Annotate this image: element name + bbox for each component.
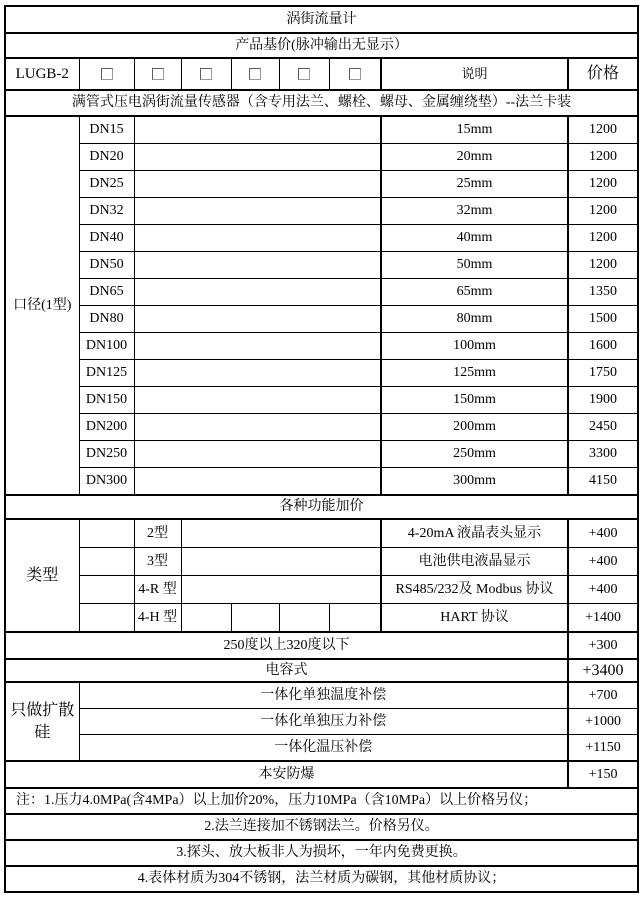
price-column-header: 价格 bbox=[568, 58, 638, 90]
silicon-group-label: 只做扩散硅 bbox=[5, 682, 79, 761]
empty-cell bbox=[181, 576, 381, 604]
diameter-desc-cell: 250mm bbox=[381, 441, 568, 468]
empty-cell bbox=[79, 604, 134, 633]
type-desc-cell: 电池供电液晶显示 bbox=[381, 548, 568, 576]
diameter-desc-cell: 200mm bbox=[381, 414, 568, 441]
diameter-code-cell: DN40 bbox=[79, 225, 134, 252]
diameter-desc-cell: 150mm bbox=[381, 387, 568, 414]
diameter-desc-cell: 40mm bbox=[381, 225, 568, 252]
empty-cell bbox=[79, 576, 134, 604]
model-option-cell bbox=[181, 58, 231, 90]
diameter-desc-cell: 50mm bbox=[381, 252, 568, 279]
compensation-option: 一体化单独温度补偿 bbox=[79, 682, 568, 709]
diameter-desc-cell: 25mm bbox=[381, 171, 568, 198]
model-option-cell bbox=[329, 58, 381, 90]
checkbox-icon bbox=[349, 68, 361, 80]
empty-cell bbox=[134, 441, 381, 468]
empty-cell bbox=[134, 116, 381, 144]
diameter-code-cell: DN250 bbox=[79, 441, 134, 468]
price-cell: 4150 bbox=[568, 468, 638, 496]
empty-cell bbox=[134, 171, 381, 198]
empty-cell bbox=[181, 604, 231, 633]
empty-cell bbox=[134, 468, 381, 496]
model-option-cell bbox=[134, 58, 181, 90]
empty-cell bbox=[181, 519, 381, 548]
price-cell: +400 bbox=[568, 548, 638, 576]
type-code-cell: 2型 bbox=[134, 519, 181, 548]
price-cell: 1200 bbox=[568, 252, 638, 279]
diameter-code-cell: DN25 bbox=[79, 171, 134, 198]
type-code-cell: 4-H 型 bbox=[134, 604, 181, 633]
table-title: 涡街流量计 bbox=[5, 6, 638, 33]
model-option-cell bbox=[79, 58, 134, 90]
capacitive-option: 电容式 bbox=[5, 659, 568, 682]
high-temp-option: 250度以上320度以下 bbox=[5, 632, 568, 659]
type-group-label: 类型 bbox=[5, 519, 79, 632]
diameter-desc-cell: 300mm bbox=[381, 468, 568, 496]
price-cell: 1200 bbox=[568, 171, 638, 198]
type-desc-cell: RS485/232及 Modbus 协议 bbox=[381, 576, 568, 604]
type-desc-cell: 4-20mA 液晶表头显示 bbox=[381, 519, 568, 548]
price-cell: +300 bbox=[568, 632, 638, 659]
checkbox-icon bbox=[249, 68, 261, 80]
price-cell: 1500 bbox=[568, 306, 638, 333]
price-cell: 1350 bbox=[568, 279, 638, 306]
compensation-option: 一体化单独压力补偿 bbox=[79, 709, 568, 735]
empty-cell bbox=[329, 604, 381, 633]
note-line: 4.表体材质为304不锈钢，法兰材质为碳钢，其他材质协议； bbox=[5, 866, 638, 892]
diameter-code-cell: DN15 bbox=[79, 116, 134, 144]
empty-cell bbox=[134, 333, 381, 360]
price-cell: +400 bbox=[568, 576, 638, 604]
checkbox-icon bbox=[200, 68, 212, 80]
empty-cell bbox=[279, 604, 329, 633]
diameter-code-cell: DN65 bbox=[79, 279, 134, 306]
price-cell: 1200 bbox=[568, 198, 638, 225]
addons-section-header: 各种功能加价 bbox=[5, 495, 638, 519]
diameter-code-cell: DN300 bbox=[79, 468, 134, 496]
diameter-desc-cell: 20mm bbox=[381, 144, 568, 171]
flowmeter-price-table bbox=[4, 5, 639, 893]
price-cell: 1200 bbox=[568, 144, 638, 171]
diameter-code-cell: DN200 bbox=[79, 414, 134, 441]
empty-cell bbox=[134, 306, 381, 333]
desc-column-header: 说明 bbox=[381, 58, 568, 90]
diameter-desc-cell: 65mm bbox=[381, 279, 568, 306]
diameter-group-label: 口径(1型) bbox=[5, 116, 79, 495]
type-code-cell: 3型 bbox=[134, 548, 181, 576]
type-code-cell: 4-R 型 bbox=[134, 576, 181, 604]
diameter-code-cell: DN80 bbox=[79, 306, 134, 333]
price-cell: +400 bbox=[568, 519, 638, 548]
diameter-desc-cell: 32mm bbox=[381, 198, 568, 225]
empty-cell bbox=[134, 252, 381, 279]
empty-cell bbox=[79, 519, 134, 548]
empty-cell bbox=[231, 604, 279, 633]
empty-cell bbox=[134, 387, 381, 414]
empty-cell bbox=[134, 360, 381, 387]
empty-cell bbox=[134, 225, 381, 252]
price-cell: +1150 bbox=[568, 735, 638, 762]
price-cell: 1600 bbox=[568, 333, 638, 360]
price-cell: 1750 bbox=[568, 360, 638, 387]
price-cell: 2450 bbox=[568, 414, 638, 441]
price-cell: 1200 bbox=[568, 225, 638, 252]
note-line: 3.探头、放大板非人为损坏，一年内免费更换。 bbox=[5, 840, 638, 866]
price-cell: +1000 bbox=[568, 709, 638, 735]
model-option-cell bbox=[231, 58, 279, 90]
checkbox-icon bbox=[298, 68, 310, 80]
empty-cell bbox=[181, 548, 381, 576]
intrinsic-safety-option: 本安防爆 bbox=[5, 761, 568, 788]
diameter-code-cell: DN20 bbox=[79, 144, 134, 171]
note-line: 2.法兰连接加不锈钢法兰。价格另仪。 bbox=[5, 814, 638, 840]
diameter-desc-cell: 100mm bbox=[381, 333, 568, 360]
diameter-desc-cell: 15mm bbox=[381, 116, 568, 144]
compensation-option: 一体化温压补偿 bbox=[79, 735, 568, 762]
empty-cell bbox=[134, 414, 381, 441]
type-desc-cell: HART 协议 bbox=[381, 604, 568, 633]
checkbox-icon bbox=[152, 68, 164, 80]
empty-cell bbox=[134, 198, 381, 225]
price-cell: +3400 bbox=[568, 659, 638, 682]
diameter-desc-cell: 80mm bbox=[381, 306, 568, 333]
model-option-cell bbox=[279, 58, 329, 90]
price-cell: 3300 bbox=[568, 441, 638, 468]
price-cell: 1900 bbox=[568, 387, 638, 414]
model-code: LUGB-2 bbox=[5, 58, 79, 90]
checkbox-icon bbox=[101, 68, 113, 80]
price-cell: +1400 bbox=[568, 604, 638, 633]
empty-cell bbox=[134, 279, 381, 306]
diameter-code-cell: DN32 bbox=[79, 198, 134, 225]
diameter-code-cell: DN150 bbox=[79, 387, 134, 414]
diameter-desc-cell: 125mm bbox=[381, 360, 568, 387]
empty-cell bbox=[79, 548, 134, 576]
diameter-code-cell: DN100 bbox=[79, 333, 134, 360]
note-line: 注：1.压力4.0MPa(含4MPa）以上加价20%，压力10MPa（含10MPa）以上价格另仪； bbox=[5, 788, 638, 814]
sensor-description: 满管式压电涡街流量传感器（含专用法兰、螺栓、螺母、金属缠绕垫）--法兰卡装 bbox=[5, 90, 638, 116]
empty-cell bbox=[134, 144, 381, 171]
price-cell: +150 bbox=[568, 761, 638, 788]
price-cell: 1200 bbox=[568, 116, 638, 144]
diameter-code-cell: DN125 bbox=[79, 360, 134, 387]
diameter-code-cell: DN50 bbox=[79, 252, 134, 279]
price-cell: +700 bbox=[568, 682, 638, 709]
base-price-subtitle: 产品基价(脉冲输出无显示） bbox=[5, 33, 638, 58]
